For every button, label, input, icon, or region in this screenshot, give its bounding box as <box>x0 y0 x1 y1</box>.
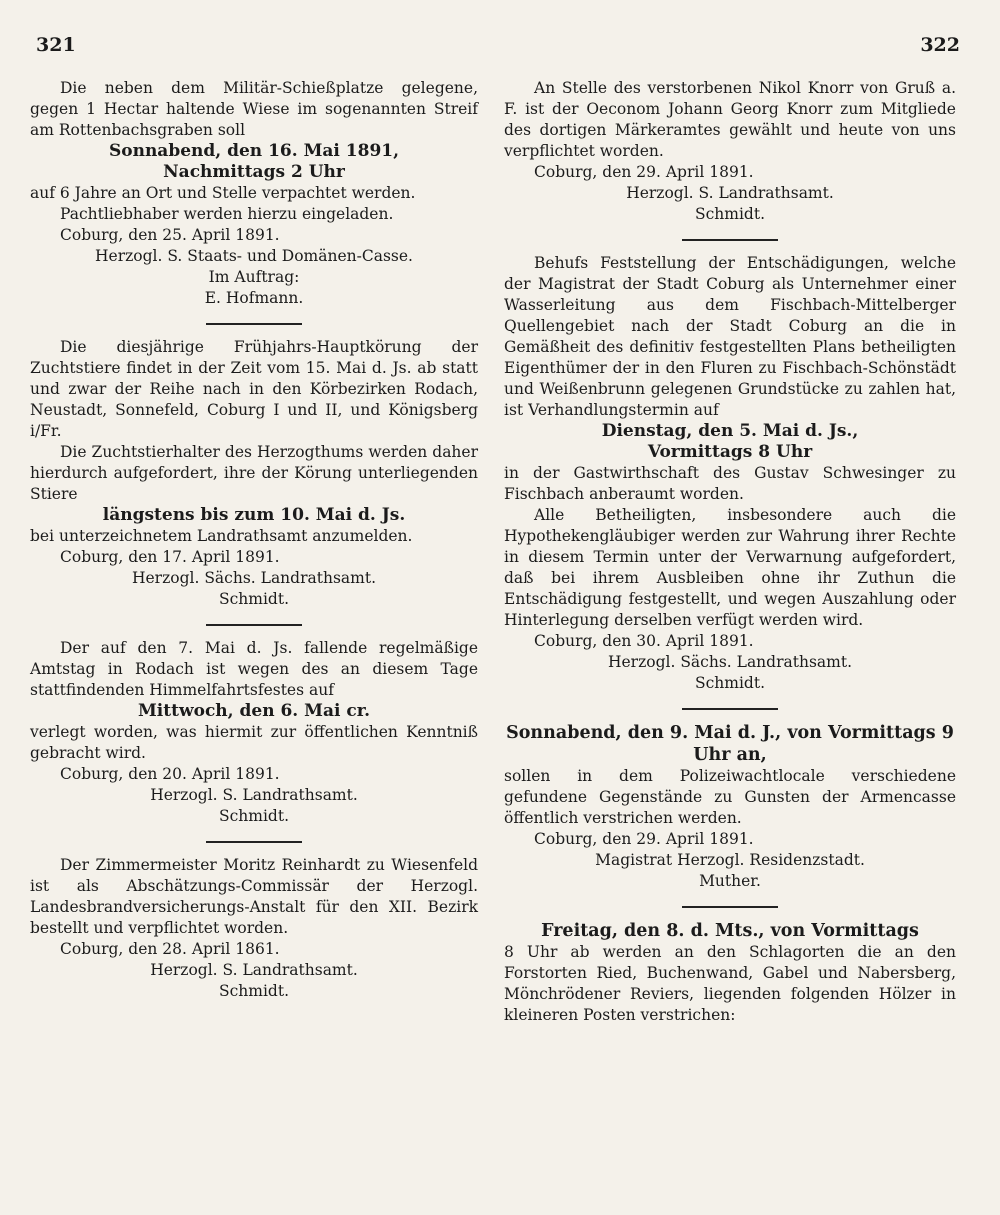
notice-text: 8 Uhr ab werden an den Schlagorten die an den Forstorten Ried, Buchenwand, Gabel und Nabersberg, Mönchrödener Reviers, liegenden folgenden Hölzer in kleineren Posten verstrichen: <box>504 943 956 1024</box>
notice-place-date: Coburg, den 25. April 1891. <box>60 226 280 244</box>
left-column <box>30 78 478 1002</box>
notice-text: bei unterzeichnetem Landrathsamt anzumelden. <box>30 527 413 545</box>
notice-signature: E. Hofmann. <box>204 289 304 307</box>
notice-bull-licensing <box>30 337 478 610</box>
notice-authority: Herzogl. S. Landrathsamt. <box>150 786 358 804</box>
notice-market-office <box>504 78 956 225</box>
notice-timber-auction <box>504 920 956 1026</box>
notice-authority: Herzogl. Sächs. Landrathsamt. <box>131 569 376 587</box>
notice-text: in der Gastwirthschaft des Gustav Schwesinger zu Fischbach anberaumt worden. <box>504 464 956 503</box>
notice-signature: Schmidt. <box>694 674 765 692</box>
notice-deadline: längstens bis zum 10. Mai d. Js. <box>102 505 406 525</box>
notice-authority: Herzogl. Sächs. Landrathsamt. <box>607 653 852 671</box>
notice-place-date: Coburg, den 20. April 1891. <box>60 765 280 783</box>
separator-rule <box>682 906 778 908</box>
separator-rule <box>682 708 778 710</box>
notice-text: Die neben dem Militär-Schießplatze gelegene, gegen 1 Hectar haltende Wiese im sogenannten Streif am Rottenbachsgraben soll <box>30 79 478 139</box>
notice-text: Die diesjährige Frühjahrs-Hauptkörung der Zuchtstiere findet in der Zeit vom 15. Mai d. Js. ab statt und zwar der Reihe nach in den Körbezirken Rodach, Neustadt, Sonnefeld, Coburg I und II, und Königsberg i/Fr. <box>30 338 478 440</box>
notice-place-date: Coburg, den 17. April 1891. <box>60 548 280 566</box>
notice-time: Vormittags 8 Uhr <box>647 442 813 462</box>
notice-authority: Herzogl. S. Staats- und Domänen-Casse. <box>95 247 413 265</box>
notice-text: Die Zuchtstierhalter des Herzogthums werden daher hierdurch aufgefordert, ihre der Körung unterliegenden Stiere <box>30 443 478 503</box>
notice-time: Nachmittags 2 Uhr <box>163 162 345 182</box>
notice-text: sollen in dem Polizeiwachtlocale verschiedene gefundene Gegenstände zu Gunsten der Armencasse öffentlich verstrichen werden. <box>504 767 956 827</box>
notice-authority: Herzogl. S. Landrathsamt. <box>150 961 358 979</box>
notice-lost-property <box>504 722 956 892</box>
notice-signature: Schmidt. <box>218 590 289 608</box>
right-column <box>504 78 956 1026</box>
notice-place-date: Coburg, den 28. April 1861. <box>60 940 280 958</box>
notice-text: Der auf den 7. Mai d. Js. fallende regelmäßige Amtstag in Rodach ist wegen des an diesem Tage stattfindenden Himmelfahrtsfestes auf <box>30 639 478 699</box>
notice-authority: Herzogl. S. Landrathsamt. <box>626 184 834 202</box>
separator-rule <box>206 624 302 626</box>
notice-compensation <box>504 253 956 694</box>
notice-place-date: Coburg, den 29. April 1891. <box>534 830 754 848</box>
notice-place-date: Coburg, den 30. April 1891. <box>534 632 754 650</box>
notice-meadow-lease <box>30 78 478 309</box>
notice-commission: Im Auftrag: <box>208 268 300 286</box>
notice-signature: Schmidt. <box>218 807 289 825</box>
notice-text: Der Zimmermeister Moritz Reinhardt zu Wiesenfeld ist als Abschätzungs-Commissär der Herzogl. Landesbrandversicherungs-Anstalt für den XII. Bezirk bestellt und verpflichtet worden. <box>30 856 478 937</box>
notice-date: Mittwoch, den 6. Mai cr. <box>137 701 371 721</box>
notice-place-date: Coburg, den 29. April 1891. <box>534 163 754 181</box>
notice-headline: Sonnabend, den 9. Mai d. J., von Vormittags 9 Uhr an, <box>506 723 954 765</box>
notice-text: auf 6 Jahre an Ort und Stelle verpachtet werden. <box>30 184 416 202</box>
notice-text: An Stelle des verstorbenen Nikol Knorr von Gruß a. F. ist der Oeconom Johann Georg Knorr zum Mitgliede des dortigen Märkeramtes gewählt und heute von uns verpflichtet worden. <box>504 79 956 160</box>
notice-text: Pachtliebhaber werden hierzu eingeladen. <box>60 205 394 223</box>
separator-rule <box>206 323 302 325</box>
notice-text: verlegt worden, was hiermit zur öffentlichen Kenntniß gebracht wird. <box>30 723 478 762</box>
notice-signature: Muther. <box>699 872 761 890</box>
separator-rule <box>206 841 302 843</box>
notice-date: Dienstag, den 5. Mai d. Js., <box>601 421 859 441</box>
notice-commissioner <box>30 855 478 1002</box>
notice-text: Alle Betheiligten, insbesondere auch die Hypothekengläubiger werden zur Wahrung ihrer Rechte in diesem Termin unter der Verwarnung aufgefordert, daß bei ihrem Ausbleiben ohne ihr Zuthun die Entschädigung festgestellt, und wegen Auszahlung oder Hinterlegung derselben verfügt werden wird. <box>504 506 956 629</box>
notice-date: Sonnabend, den 16. Mai 1891, <box>108 141 400 161</box>
page-number-left: 321 <box>36 34 76 56</box>
separator-rule <box>682 239 778 241</box>
notice-text: Behufs Feststellung der Entschädigungen, welche der Magistrat der Stadt Coburg als Unternehmer einer Wasserleitung aus dem Fischbach-Mittelberger Quellengebiet nach der Stadt Coburg an die in Gemäßheit des definitiv festgestellten Plans betheiligten Eigenthümer der in den Fluren zu Fischbach-Schönstädt und Weißenbrunn gelegenen Grundstücke zu zahlen hat, ist Verhandlungstermin auf <box>504 254 956 419</box>
notice-office-day <box>30 638 478 827</box>
notice-signature: Schmidt. <box>694 205 765 223</box>
notice-authority: Magistrat Herzogl. Residenzstadt. <box>595 851 865 869</box>
page-number-right: 322 <box>920 34 960 56</box>
notice-headline: Freitag, den 8. d. Mts., von Vormittags <box>541 921 919 941</box>
notice-signature: Schmidt. <box>218 982 289 1000</box>
